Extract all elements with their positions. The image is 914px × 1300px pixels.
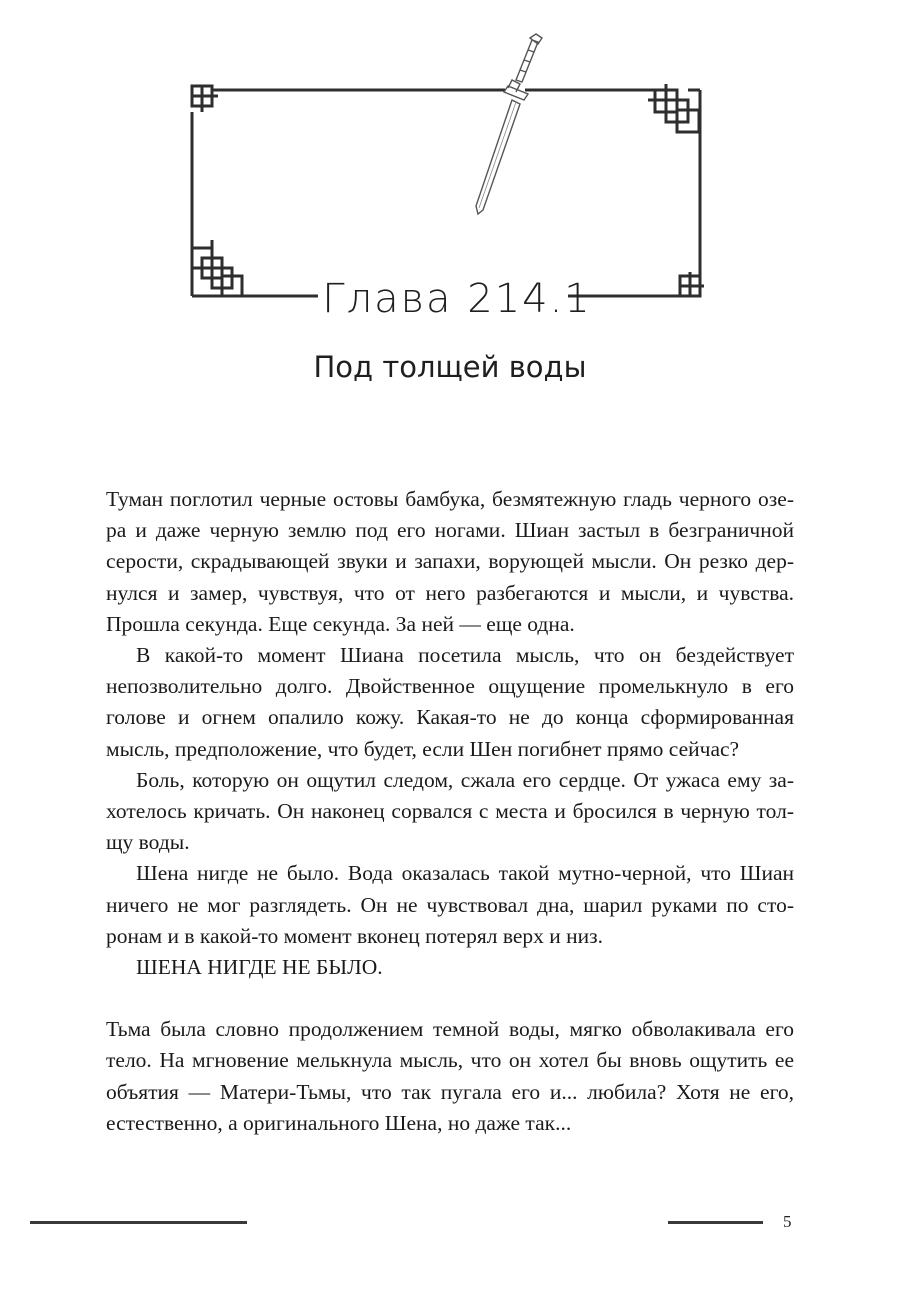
section-break (106, 983, 794, 1014)
corner-knot-top-right (648, 84, 700, 132)
paragraph: В какой-то момент Шиана посетила мысль, что он бездействует непозволительно долго. Двойственное ощущение промелькнуло в его голове и огнем опалило кожу. Какая-то не до конца сформированная мысль, предположение, что будет, если Шен погибнет прямо сейчас? (106, 643, 794, 761)
sword-illustration (476, 34, 542, 214)
paragraph: Боль, которую он ощутил следом, сжала его сердце. От ужаса ему захотелось кричать. Он наконец сорвался с места и бросился в черную толщу воды. (106, 767, 794, 855)
paragraph-emphasis: ШЕНА НИГДЕ НЕ БЫЛО. (136, 955, 383, 980)
page-number: 5 (783, 1212, 792, 1231)
chapter-body (106, 484, 794, 1139)
paragraph: Тьма была словно продолжением темной воды, мягко обволакивала его тело. На мгновение мелькнула мысль, что он хотел бы вновь ощутить ее объятия — Матери-Тьмы, что так пугала его и... любила? Хотя не его, естественно, а оригинального Шена, но даже так... (106, 1017, 794, 1135)
paragraph: Туман поглотил черные остовы бамбука, безмятежную гладь черного озера и даже черную землю под его ногами. Шиан застыл в безграничной серости, скрадывающей звуки и запахи, ворующей мысли. Он резко дернулся и замер, чувствуя, что от него разбегаются и мысли, и чувства. Прошла секунда. Еще секунда. За ней — еще одна. (106, 487, 794, 636)
chapter-number: Глава 214.1 (322, 276, 592, 322)
footer-rule-left (30, 1221, 247, 1224)
chapter-title: Под толщей воды (313, 350, 587, 384)
footer-rule-right (668, 1221, 763, 1224)
paragraph: Шена нигде не было. Вода оказалась такой мутно-черной, что Шиан ничего не мог разглядеть. Он не чувствовал дна, шарил руками по сторонам и в какой-то момент вконец потерял верх и низ. (106, 861, 794, 948)
corner-knot-top-left (192, 86, 220, 112)
